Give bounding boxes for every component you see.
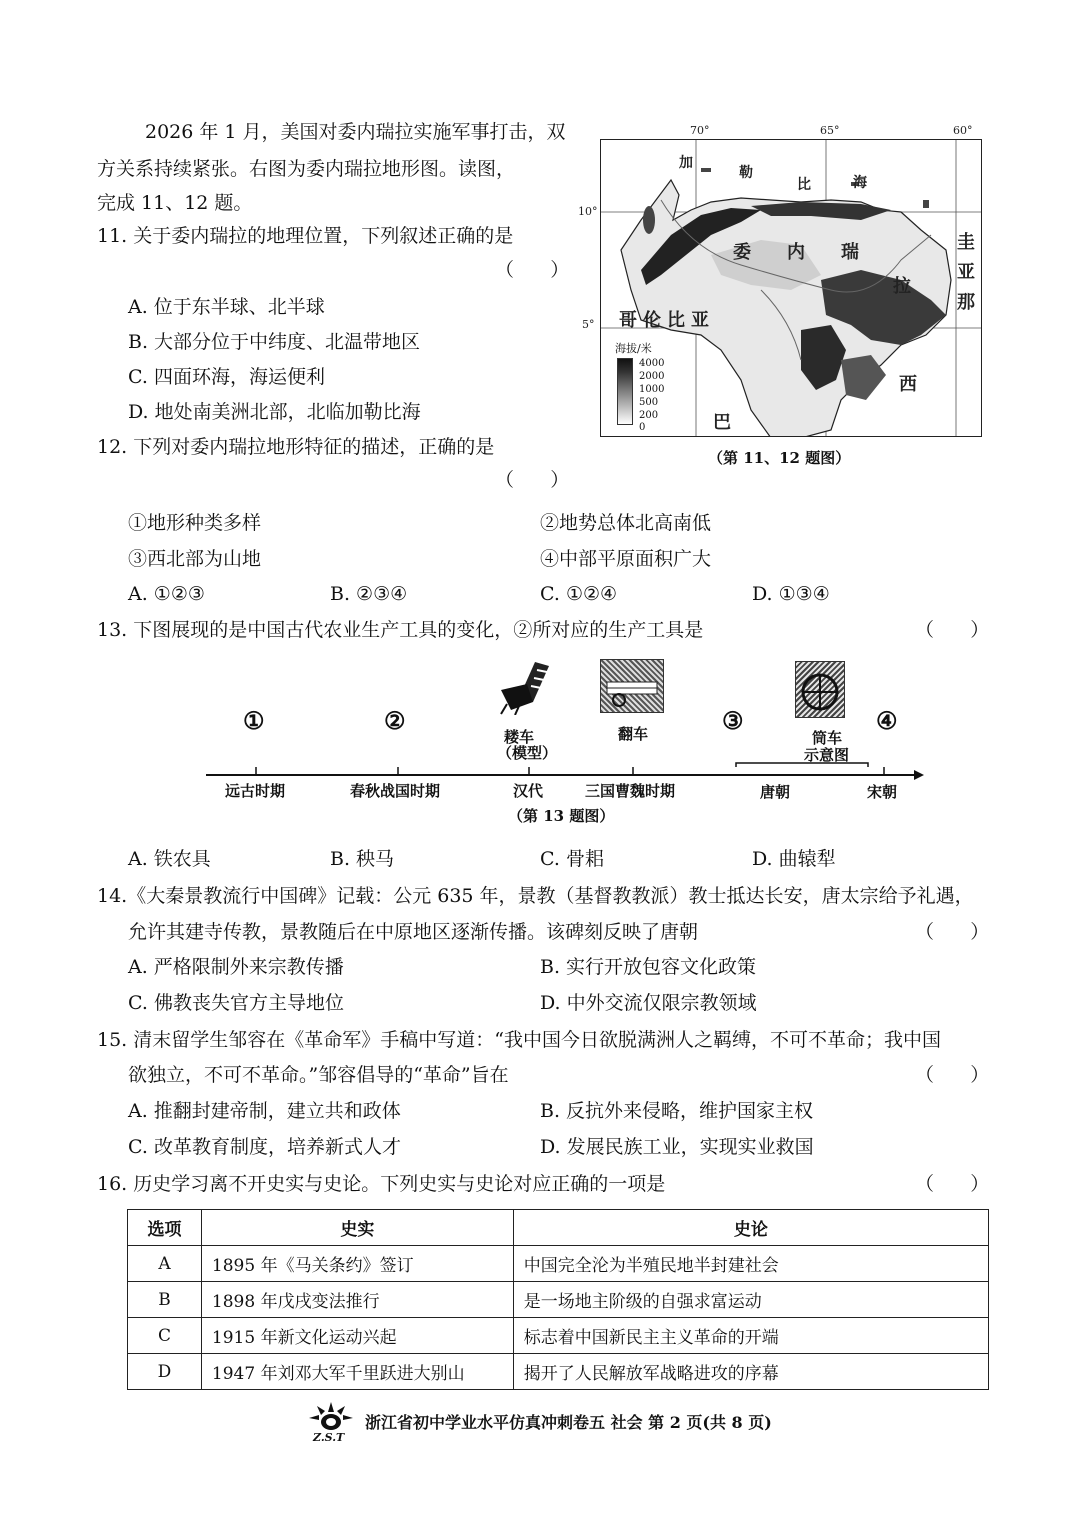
q11-option-c[interactable]: C. 四面环海，海运便利: [128, 366, 325, 388]
map-venezuela-char-1: 委: [733, 242, 751, 263]
q11-option-a[interactable]: A. 位于东半球、北半球: [128, 296, 325, 318]
timeline-marker-2: ②: [384, 706, 406, 735]
q15-option-c[interactable]: C. 改革教育制度，培养新式人才: [128, 1136, 401, 1158]
map-lat-10: 10°: [578, 205, 598, 218]
q14-option-c[interactable]: C. 佛教丧失官方主导地位: [128, 992, 344, 1014]
q12-option-d[interactable]: D. ①③④: [752, 583, 830, 605]
q12-answer-bracket[interactable]: （ ）: [495, 469, 570, 491]
q14-answer-bracket[interactable]: （ ）: [915, 921, 990, 943]
map-venezuela-char-3: 瑞: [841, 242, 859, 263]
tongche-icon: [796, 662, 844, 717]
q15-option-b[interactable]: B. 反抗外来侵略，维护国家主权: [540, 1100, 814, 1122]
map-lon-70: 70°: [690, 124, 710, 137]
q15-option-a[interactable]: A. 推翻封建帝制，建立共和政体: [128, 1100, 401, 1122]
q15-stem-line-2: 欲独立，不可不革命。”邹容倡导的“革命”旨在: [128, 1064, 509, 1086]
fanche-label: 翻车: [618, 725, 649, 743]
q15-option-d[interactable]: D. 发展民族工业，实现实业救国: [540, 1136, 814, 1158]
table-row[interactable]: [128, 1246, 989, 1282]
q14-option-a[interactable]: A. 严格限制外来宗教传播: [128, 956, 344, 978]
q11-option-d[interactable]: D. 地处南美洲北部，北临加勒比海: [128, 401, 421, 423]
legend-gradient-bar: [617, 358, 633, 425]
map-guyana-char-2: 亚: [957, 262, 975, 283]
map-sea-char-3: 比: [797, 177, 811, 193]
table-cell-fact: 1947 年刘邓大军千里跃进大别山: [201, 1354, 513, 1390]
intro-line-1: 2026 年 1 月，美国对委内瑞拉实施军事打击，双: [145, 121, 566, 143]
q13-option-a[interactable]: A. 铁农具: [128, 848, 211, 870]
tongche-image: [795, 661, 845, 718]
q11-answer-bracket[interactable]: （ ）: [495, 259, 570, 281]
q14-option-d[interactable]: D. 中外交流仅限宗教领域: [540, 992, 757, 1014]
timeline-marker-1: ①: [243, 706, 265, 735]
elevation-legend: [609, 338, 684, 433]
table-cell-fact: 1895 年《马关条约》签订: [201, 1246, 513, 1282]
table-header-argument: 史论: [513, 1210, 988, 1246]
q11-stem: 11. 关于委内瑞拉的地理位置，下列叙述正确的是: [97, 225, 514, 247]
q12-option-b[interactable]: B. ②③④: [330, 583, 408, 605]
louche-label: 耧车: [504, 728, 535, 746]
table-header-row: [128, 1210, 989, 1246]
map-sea-char-1: 加: [679, 155, 693, 171]
q15-stem-line-1: 15. 清末留学生邹容在《革命军》手稿中写道：“我中国今日欲脱满洲人之羁缚，不可不革命；我中国: [97, 1029, 941, 1051]
era-song: 宋朝: [867, 783, 898, 801]
table-cell-option: C: [128, 1318, 202, 1354]
map-caption: （第 11、12 题图）: [708, 449, 851, 467]
table-cell-argument: 中国完全沦为半殖民地半封建社会: [513, 1246, 988, 1282]
table-row[interactable]: [128, 1318, 989, 1354]
era-han: 汉代: [513, 782, 544, 800]
q16-table: [127, 1209, 989, 1390]
logo-text: Z.S.T: [313, 1431, 345, 1444]
map-guyana-char-1: 圭: [957, 232, 975, 253]
q15-answer-bracket[interactable]: （ ）: [915, 1064, 990, 1086]
map-brazil-char-1: 巴: [713, 412, 731, 433]
table-cell-argument: 揭开了人民解放军战略进攻的序幕: [513, 1354, 988, 1390]
publisher-logo: [305, 1400, 357, 1446]
q11-option-b[interactable]: B. 大部分位于中纬度、北温带地区: [128, 331, 421, 353]
legend-value-1000: 1000: [639, 384, 665, 395]
q12-option-a[interactable]: A. ①②③: [128, 583, 205, 605]
q12-option-c[interactable]: C. ①②④: [540, 583, 618, 605]
q16-answer-bracket[interactable]: （ ）: [915, 1173, 990, 1195]
q13-caption: （第 13 题图）: [508, 807, 615, 825]
q13-option-d[interactable]: D. 曲辕犁: [752, 848, 836, 870]
louche-icon: [497, 660, 555, 715]
map-sea-char-4: 海: [853, 175, 867, 191]
table-cell-argument: 标志着中国新民主主义革命的开端: [513, 1318, 988, 1354]
map-lon-65: 65°: [820, 124, 840, 137]
era-spring-autumn-warring: 春秋战国时期: [350, 782, 441, 800]
map-guyana-char-3: 那: [957, 292, 975, 313]
timeline-marker-3: ③: [722, 706, 744, 735]
table-cell-argument: 是一场地主阶级的自强求富运动: [513, 1282, 988, 1318]
era-prehistoric: 远古时期: [225, 782, 286, 800]
q13-answer-bracket[interactable]: （ ）: [915, 619, 990, 641]
q12-item-4: ④中部平原面积广大: [540, 548, 712, 570]
q14-stem-line-2: 允许其建寺传教，景教随后在中原地区逐渐传播。该碑刻反映了唐朝: [128, 921, 699, 943]
legend-value-500: 500: [639, 397, 659, 408]
map-sea-char-2: 勒: [739, 165, 753, 181]
louche-sublabel: （模型）: [497, 744, 558, 762]
table-cell-option: A: [128, 1246, 202, 1282]
q12-stem: 12. 下列对委内瑞拉地形特征的描述，正确的是: [97, 436, 495, 458]
table-cell-option: B: [128, 1282, 202, 1318]
q13-option-c[interactable]: C. 骨耜: [540, 848, 604, 870]
era-three-kingdoms-wei: 三国曹魏时期: [585, 782, 676, 800]
fanche-icon: [601, 660, 663, 712]
table-row[interactable]: [128, 1354, 989, 1390]
q14-stem-line-1: 14.《大秦景教流行中国碑》记载：公元 635 年，景教（基督教教派）教士抵达长安，唐太宗给予礼遇，: [97, 885, 974, 907]
q14-option-b[interactable]: B. 实行开放包容文化政策: [540, 956, 757, 978]
table-cell-fact: 1898 年戊戌变法推行: [201, 1282, 513, 1318]
map-lon-60: 60°: [953, 124, 973, 137]
map-venezuela-char-2: 内: [787, 242, 805, 263]
legend-value-200: 200: [639, 410, 659, 421]
louche-seed-drill-image: [497, 660, 555, 715]
tongche-label: 筒车: [812, 729, 843, 747]
era-tang: 唐朝: [760, 783, 791, 801]
q13-option-b[interactable]: B. 秧马: [330, 848, 395, 870]
table-cell-option: D: [128, 1354, 202, 1390]
q12-item-1: ①地形种类多样: [128, 512, 262, 534]
map-lat-5: 5°: [582, 318, 595, 331]
table-cell-fact: 1915 年新文化运动兴起: [201, 1318, 513, 1354]
venezuela-terrain-map: [600, 139, 982, 437]
table-header-fact: 史实: [201, 1210, 513, 1246]
intro-line-3: 完成 11、12 题。: [97, 192, 253, 214]
timeline-axis: [200, 755, 925, 785]
intro-line-2: 方关系持续紧张。右图为委内瑞拉地形图。读图，: [97, 158, 516, 180]
table-row[interactable]: [128, 1282, 989, 1318]
q13-stem: 13. 下图展现的是中国古代农业生产工具的变化，②所对应的生产工具是: [97, 619, 704, 641]
map-brazil-char-2: 西: [899, 374, 917, 395]
map-venezuela-char-4: 拉: [893, 276, 911, 297]
map-colombia-label: 哥伦比亚: [619, 310, 715, 331]
timeline-marker-4: ④: [876, 706, 898, 735]
legend-value-4000: 4000: [639, 358, 665, 369]
table-header-option: 选项: [128, 1210, 202, 1246]
q12-item-2: ②地势总体北高南低: [540, 512, 712, 534]
legend-value-2000: 2000: [639, 371, 665, 382]
legend-value-0: 0: [639, 422, 646, 433]
fanche-image: [600, 659, 664, 713]
q12-item-3: ③西北部为山地: [128, 548, 262, 570]
page-footer: 浙江省初中学业水平仿真冲刺卷五 社会 第 2 页(共 8 页): [365, 1413, 772, 1432]
legend-title: 海拔/米: [615, 342, 652, 355]
q16-stem: 16. 历史学习离不开史实与史论。下列史实与史论对应正确的一项是: [97, 1173, 666, 1195]
tongche-sublabel: 示意图: [804, 746, 850, 764]
